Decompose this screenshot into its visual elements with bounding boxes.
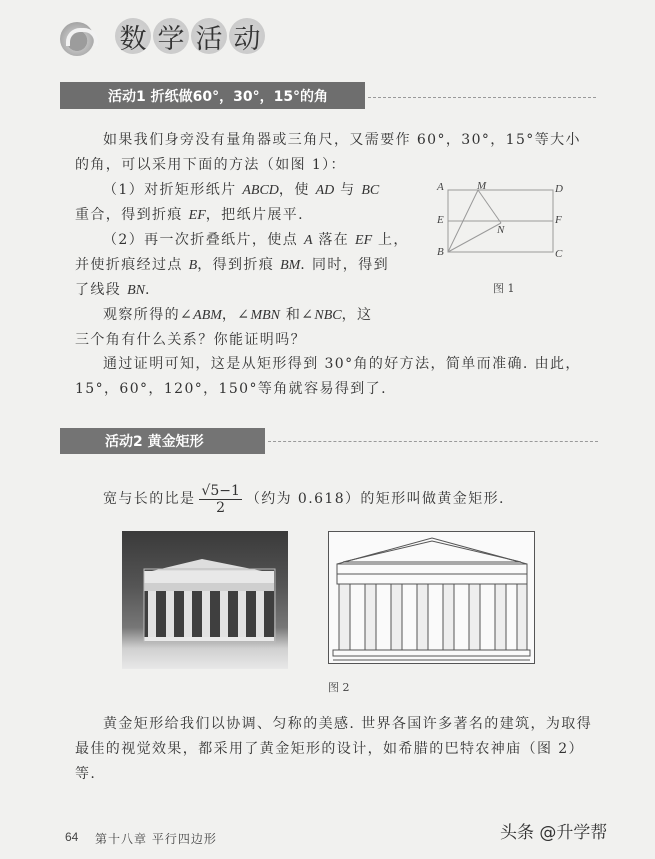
activity1-observe: 观察所得的∠ABM，∠MBN 和∠NBC，这 三个角有什么关系？你能证明吗？ — [75, 307, 373, 348]
activity1-step1: （1）对折矩形纸片 ABCD，使 AD 与 BC 重合，得到折痕 EF，把纸片展平. — [75, 182, 380, 223]
activity1-heading: 活动1 折纸做60°，30°，15°的角 — [60, 82, 365, 109]
parthenon-drawing-image — [329, 532, 534, 663]
point-label: M — [477, 180, 487, 192]
point-label: C — [555, 248, 563, 260]
logo-arc-decoration — [66, 28, 98, 46]
golden-rectangle-definition: 宽与长的比是 √5−1 2 （约为 0.618）的矩形叫做黄金矩形. — [103, 483, 505, 516]
parthenon-drawing — [328, 531, 535, 664]
point-label: B — [437, 246, 444, 258]
title-char: 学 — [153, 18, 189, 54]
golden-rectangle-closing: 黄金矩形给我们以协调、匀称的美感. 世界各国许多著名的建筑，为取得最佳的视觉效果，都采用了黄金矩形的设计，如希腊的巴特农神庙（图 2）等. — [75, 716, 593, 782]
watermark: 头条 @升学帮 — [500, 823, 608, 843]
title-char: 活 — [191, 18, 227, 54]
parthenon-photo-image — [122, 531, 288, 669]
figure1-diagram — [433, 180, 568, 265]
figure1-folded-rectangle — [433, 180, 568, 265]
title-char: 数 — [115, 18, 151, 54]
point-label: A — [437, 181, 444, 193]
activity1-step2: （2）再一次折叠纸片，使点 A 落在 EF 上， 并使折痕经过点 B，得到折痕 BM. 同时，得到 了线段 BN. — [75, 232, 409, 298]
activity1-conclusion: 通过证明可知，这是从矩形得到 30°角的好方法，简单而准确. 由此，15°，60°，120°，150°等角就容易得到了. — [75, 356, 581, 397]
page-number: 64 — [65, 830, 79, 844]
activity2-heading: 活动2 黄金矩形 — [60, 428, 265, 454]
heading-dashed-divider — [268, 441, 598, 442]
point-label: D — [555, 183, 563, 195]
heading-dashed-divider — [368, 97, 596, 98]
activity1-intro: 如果我们身旁没有量角器或三角尺，又需要作 60°，30°，15°等大小的角，可以采用下面的方法（如图 1）： — [75, 132, 581, 173]
parthenon-photo — [122, 531, 288, 669]
point-label: F — [555, 214, 562, 226]
golden-ratio-fraction: √5−1 2 — [201, 483, 240, 516]
point-label: E — [437, 214, 444, 226]
figure2-caption: 图 2 — [328, 681, 350, 694]
point-label: N — [497, 224, 505, 236]
page-title — [115, 18, 265, 54]
chapter-title: 第十八章 平行四边形 — [95, 832, 217, 846]
figure1-caption: 图 1 — [493, 282, 515, 295]
title-char: 动 — [229, 18, 265, 54]
